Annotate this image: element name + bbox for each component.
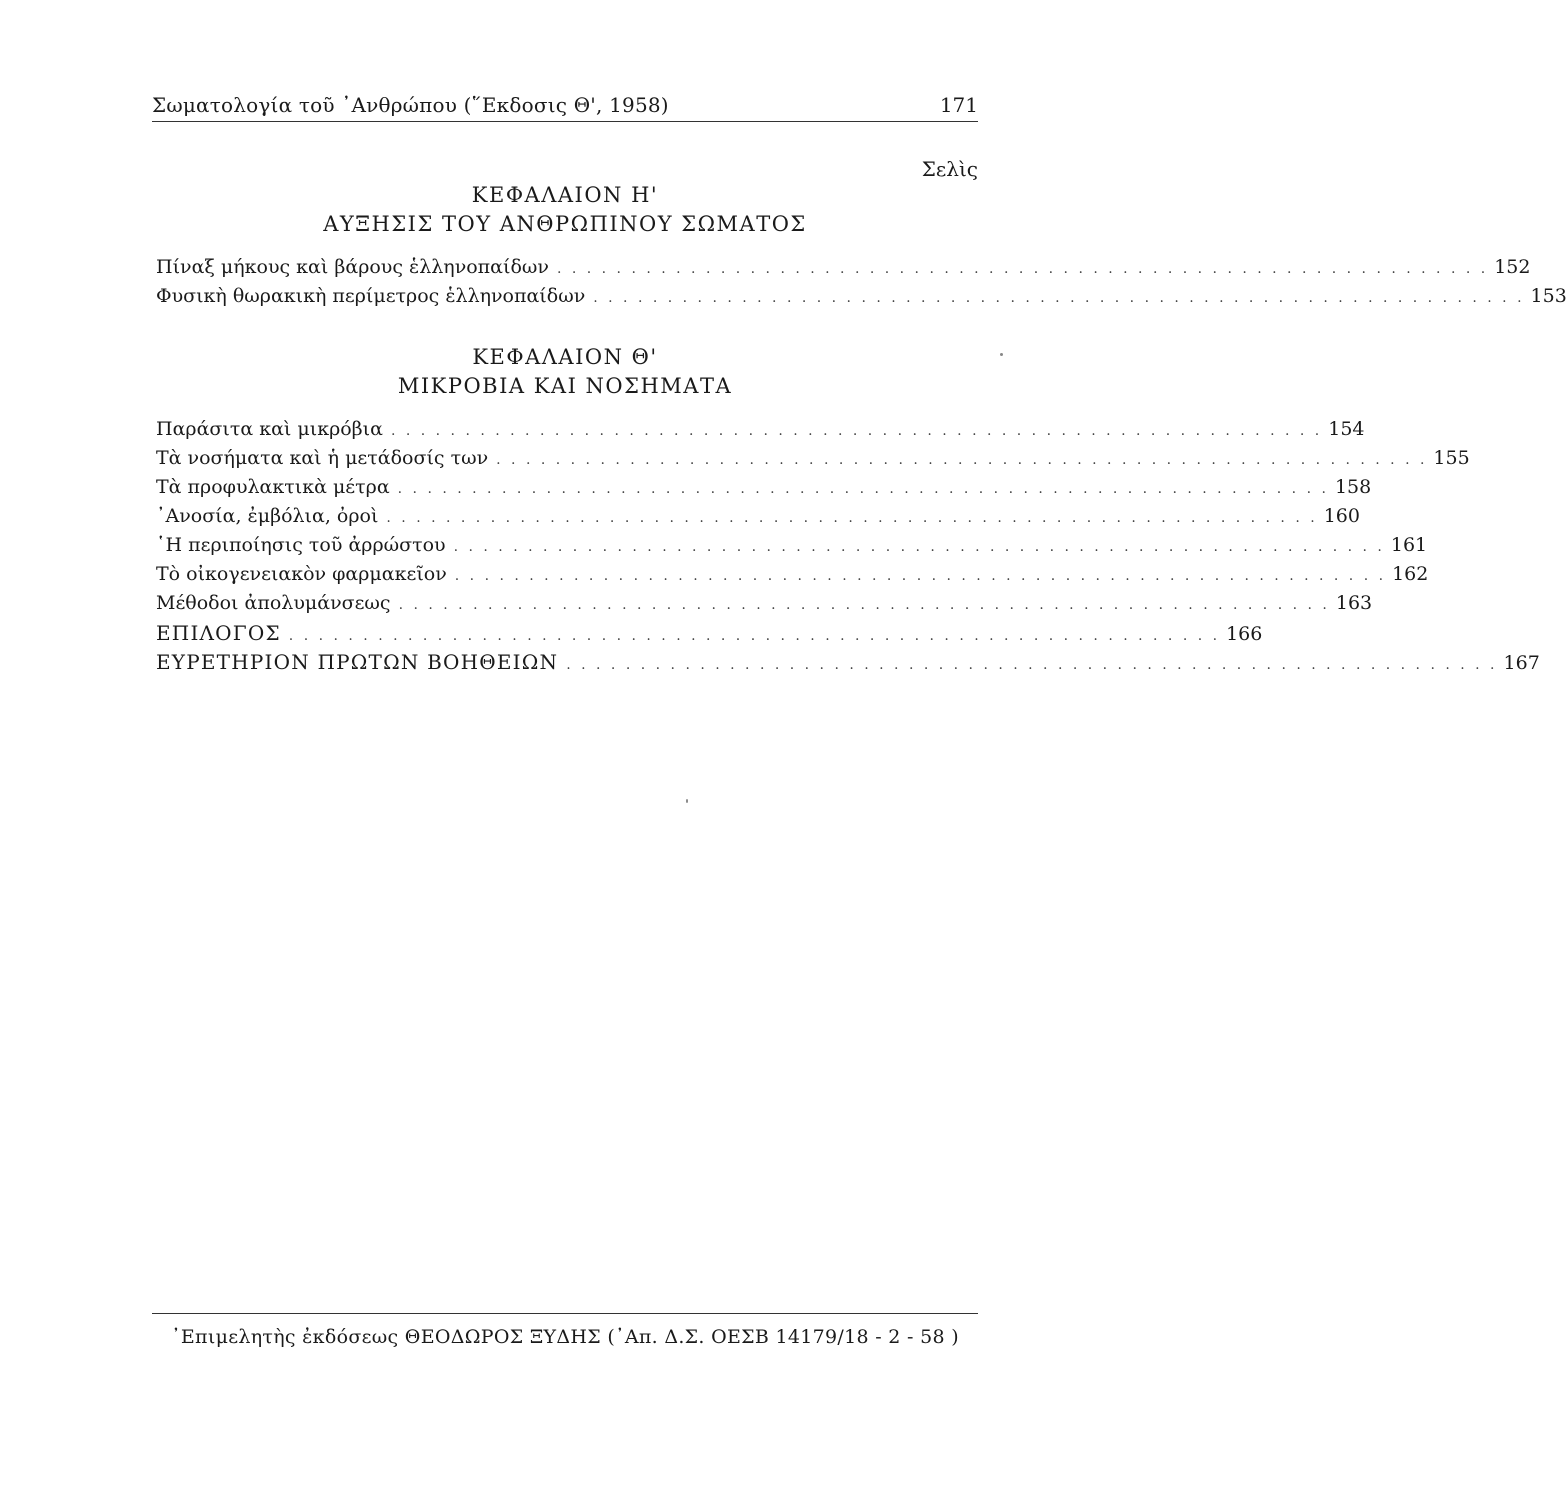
page-number: 171: [939, 93, 978, 117]
toc-entry-title: Τὸ οἰκογενειακὸν φαρμακεῖον: [156, 563, 447, 585]
toc-entry-page: 166: [1226, 623, 1263, 645]
toc-entry-page: 158: [1334, 476, 1372, 498]
toc-entry-title: Φυσικὴ θωρακικὴ περίμετρος ἑλληνοπαίδων: [156, 285, 586, 307]
dot-leader: . . . . . . . . . . . . . . . . . . . . . . . . . . . . . . . . . . . . . . . . . . . . . . . . . . . . . . . . . . . . . . .: [496, 452, 1428, 468]
imprint-footer: [152, 1313, 978, 1348]
toc-entry-page: 161: [1390, 534, 1428, 556]
toc-entry-title: ῾Η περιποίησις τοῦ ἀρρώστου: [156, 534, 446, 556]
toc-entry-title: ΕΥΡΕΤΗΡΙΟΝ ΠΡΩΤΩΝ ΒΟΗΘΕΙΩΝ: [156, 650, 559, 674]
toc-list-theta: [156, 418, 1540, 679]
toc-entry-title: Παράσιτα καὶ μικρόβια: [156, 418, 383, 440]
toc-entry[interactable]: [156, 285, 1567, 314]
toc-entry-page: 152: [1494, 256, 1531, 278]
print-speck: [686, 799, 688, 803]
toc-entry-page: 160: [1323, 505, 1360, 527]
toc-entry[interactable]: [156, 447, 1470, 476]
chapter-subtitle: ΑΥΞΗΣΙΣ ΤΟΥ ΑΝΘΡΩΠΙΝΟΥ ΣΩΜΑΤΟΣ: [323, 212, 807, 236]
chapter-subtitle: ΜΙΚΡΟΒΙΑ ΚΑΙ ΝΟΣΗΜΑΤΑ: [397, 374, 733, 398]
toc-entry-page: 167: [1503, 652, 1540, 674]
chapter-heading-theta: [152, 343, 978, 401]
toc-entry-title: Τὰ προφυλακτικὰ μέτρα: [156, 476, 390, 498]
dot-leader: . . . . . . . . . . . . . . . . . . . . . . . . . . . . . . . . . . . . . . . . . . . . . . . . . . . . . . . . . . . . . . .: [453, 539, 1385, 555]
toc-entry[interactable]: [156, 418, 1365, 447]
toc-entry[interactable]: [156, 256, 1531, 285]
chapter-title: ΚΕΦΑΛΑΙΟΝ Η': [471, 183, 659, 207]
dot-leader: . . . . . . . . . . . . . . . . . . . . . . . . . . . . . . . . . . . . . . . . . . . . . . . . . . . . . . . . . . . . . . .: [386, 510, 1318, 526]
running-head: [152, 93, 978, 122]
toc-entry-page: 153: [1530, 285, 1567, 307]
dot-leader: . . . . . . . . . . . . . . . . . . . . . . . . . . . . . . . . . . . . . . . . . . . . . . . . . . . . . . . . . . . . . . .: [556, 261, 1489, 277]
toc-entry-title: ᾿Ανοσία, ἐμβόλια, ὀροὶ: [156, 505, 379, 527]
dot-leader: . . . . . . . . . . . . . . . . . . . . . . . . . . . . . . . . . . . . . . . . . . . . . . . . . . . . . . . . . . . . . . .: [288, 628, 1221, 644]
dot-leader: . . . . . . . . . . . . . . . . . . . . . . . . . . . . . . . . . . . . . . . . . . . . . . . . . . . . . . . . . . . . . . .: [397, 481, 1329, 497]
toc-entry-page: 163: [1335, 592, 1373, 614]
dot-leader: . . . . . . . . . . . . . . . . . . . . . . . . . . . . . . . . . . . . . . . . . . . . . . . . . . . . . . . . . . . . . . .: [454, 568, 1387, 584]
toc-entry[interactable]: [156, 621, 1263, 650]
toc-list-eta: [156, 256, 1567, 314]
toc-entry-title: Πίναξ μήκους καὶ βάρους ἑλληνοπαίδων: [156, 256, 549, 278]
toc-entry[interactable]: [156, 563, 1429, 592]
toc-entry[interactable]: [156, 650, 1540, 679]
chapter-heading-eta: [152, 181, 978, 239]
toc-entry[interactable]: [156, 476, 1372, 505]
dot-leader: . . . . . . . . . . . . . . . . . . . . . . . . . . . . . . . . . . . . . . . . . . . . . . . . . . . . . . . . . . . . . . .: [390, 423, 1323, 439]
dot-leader: . . . . . . . . . . . . . . . . . . . . . . . . . . . . . . . . . . . . . . . . . . . . . . . . . . . . . . . . . . . . . . .: [566, 657, 1498, 673]
dot-leader: . . . . . . . . . . . . . . . . . . . . . . . . . . . . . . . . . . . . . . . . . . . . . . . . . . . . . . . . . . . . . . .: [593, 290, 1525, 306]
toc-entry[interactable]: [156, 592, 1373, 621]
toc-entry[interactable]: [156, 534, 1428, 563]
running-title: Σωματολογία τοῦ ᾿Ανθρώπου (῞Εκδοσις Θ', 1958): [152, 93, 669, 117]
toc-entry-page: 154: [1328, 418, 1365, 440]
imprint-text: ᾿Επιμελητὴς ἐκδόσεως ΘΕΟΔΩΡΟΣ ΞΥΔΗΣ (᾿Απ. Δ.Σ. ΟΕΣΒ 14179/18 - 2 - 58 ): [171, 1326, 959, 1348]
toc-entry-title: Μέθοδοι ἀπολυμάνσεως: [156, 592, 391, 614]
toc-entry-title: ΕΠΙΛΟΓΟΣ: [156, 621, 281, 645]
page-column-label: Σελὶς: [921, 157, 978, 181]
toc-entry-page: 162: [1392, 563, 1429, 585]
toc-entry[interactable]: [156, 505, 1360, 534]
dot-leader: . . . . . . . . . . . . . . . . . . . . . . . . . . . . . . . . . . . . . . . . . . . . . . . . . . . . . . . . . . . . . . .: [398, 597, 1330, 613]
toc-entry-page: 155: [1433, 447, 1470, 469]
chapter-title: ΚΕΦΑΛΑΙΟΝ Θ': [472, 345, 658, 369]
toc-entry-title: Τὰ νοσήματα καὶ ἡ μετάδοσίς των: [156, 447, 489, 469]
print-speck: [1000, 353, 1003, 356]
